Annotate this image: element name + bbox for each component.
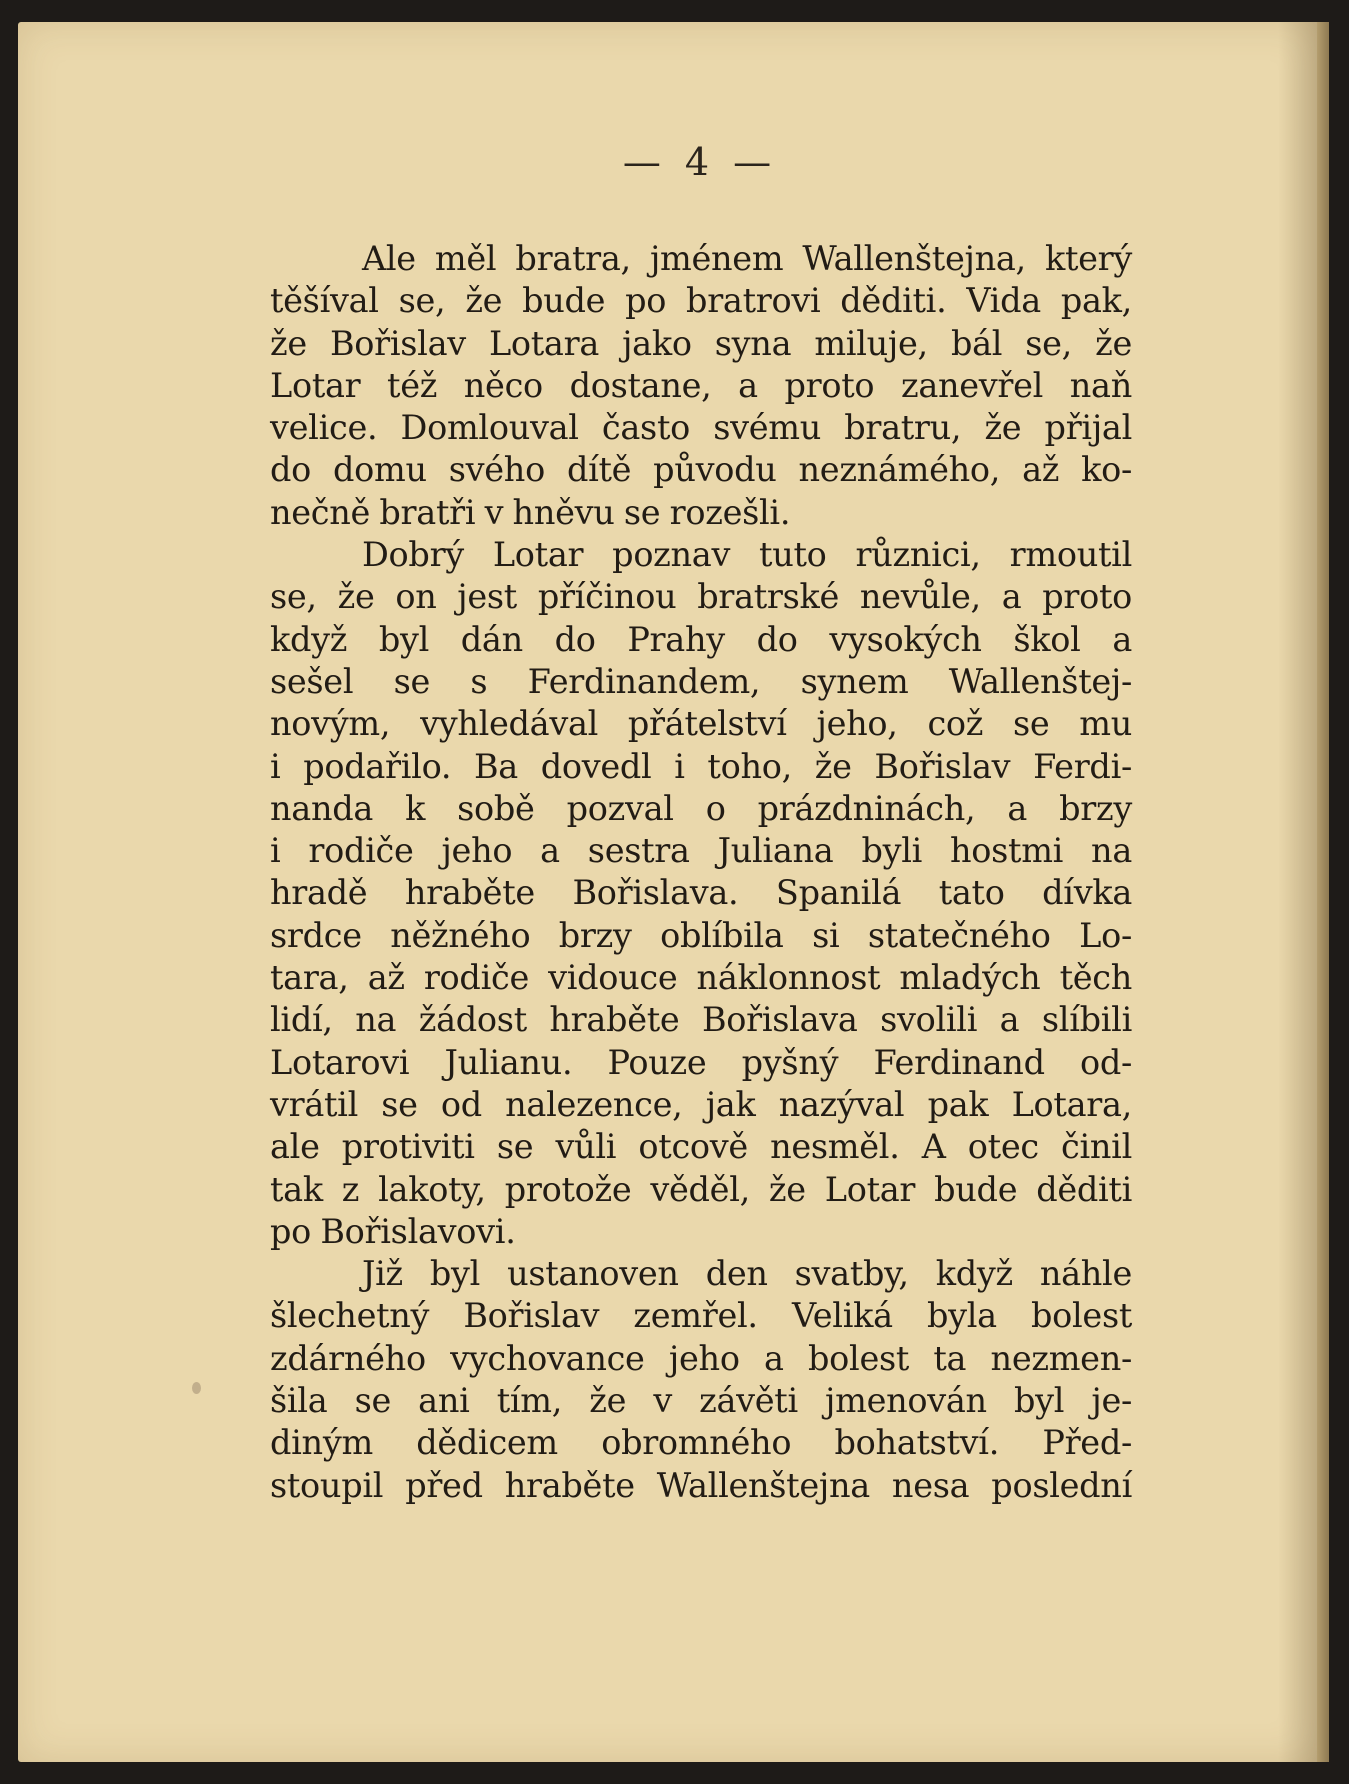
text-line: Již byl ustanoven den svatby, když náhle: [362, 1254, 1132, 1294]
text-line: tara, až rodiče vidouce náklonnost mladých těch: [270, 958, 1132, 998]
text-line: velice. Domlouval často svému bratru, že přijal: [270, 408, 1132, 448]
text-line: šila se ani tím, že v závěti jmenován byl je-: [270, 1381, 1132, 1421]
text-line: i podařilo. Ba dovedl i toho, že Bořislav Ferdi-: [270, 746, 1132, 786]
text-line: nanda k sobě pozval o prázdninách, a brzy: [270, 788, 1132, 828]
text-line: hradě hraběte Bořislava. Spanilá tato dívka: [270, 873, 1132, 913]
page-edge: [1317, 22, 1329, 1762]
ink-speck: [192, 1382, 201, 1394]
text-line: že Bořislav Lotara jako syna miluje, bál se, že: [270, 323, 1132, 363]
page-number: — 4 —: [622, 140, 778, 184]
text-line: Dobrý Lotar poznav tuto různici, rmoutil: [362, 535, 1132, 575]
text-line: sešel se s Ferdinandem, synem Wallenštej-: [270, 661, 1132, 701]
text-line: nečně bratři v hněvu se rozešli.: [270, 492, 791, 532]
text-line: těšíval se, že bude po bratrovi děditi. Vida pak,: [270, 281, 1132, 321]
text-line: šlechetný Bořislav zemřel. Veliká byla bolest: [270, 1296, 1132, 1336]
text-line: po Bořislavovi.: [270, 1211, 516, 1251]
text-line: diným dědicem obromného bohatství. Před-: [270, 1423, 1132, 1463]
text-line: stoupil před hraběte Wallenštejna nesa poslední: [270, 1465, 1132, 1505]
text-line: se, že on jest příčinou bratrské nevůle, a proto: [270, 577, 1132, 617]
body-text: [270, 238, 1132, 1507]
text-line: Ale měl bratra, jménem Wallenštejna, který: [362, 239, 1132, 278]
text-line: Lotarovi Julianu. Pouze pyšný Ferdinand od-: [270, 1042, 1132, 1082]
text-line: i rodiče jeho a sestra Juliana byli hostmi na: [270, 831, 1132, 871]
text-line: srdce něžného brzy oblíbila si statečného Lo-: [270, 915, 1132, 955]
text-line: lidí, na žádost hraběte Bořislava svolili a slíbili: [270, 1000, 1132, 1040]
text-line: vrátil se od nalezence, jak nazýval pak Lotara,: [270, 1084, 1132, 1124]
text-line: do domu svého dítě původu neznámého, až ko-: [270, 450, 1132, 490]
text-line: novým, vyhledával přátelství jeho, což se mu: [270, 704, 1132, 744]
text-line: tak z lakoty, protože věděl, že Lotar bude děditi: [270, 1169, 1132, 1209]
text-line: zdárného vychovance jeho a bolest ta nezmen-: [270, 1338, 1132, 1378]
text-line: ale protiviti se vůli otcově nesměl. A otec činil: [270, 1127, 1132, 1167]
text-line: Lotar též něco dostane, a proto zanevřel naň: [270, 365, 1132, 405]
text-line: když byl dán do Prahy do vysokých škol a: [270, 619, 1132, 659]
